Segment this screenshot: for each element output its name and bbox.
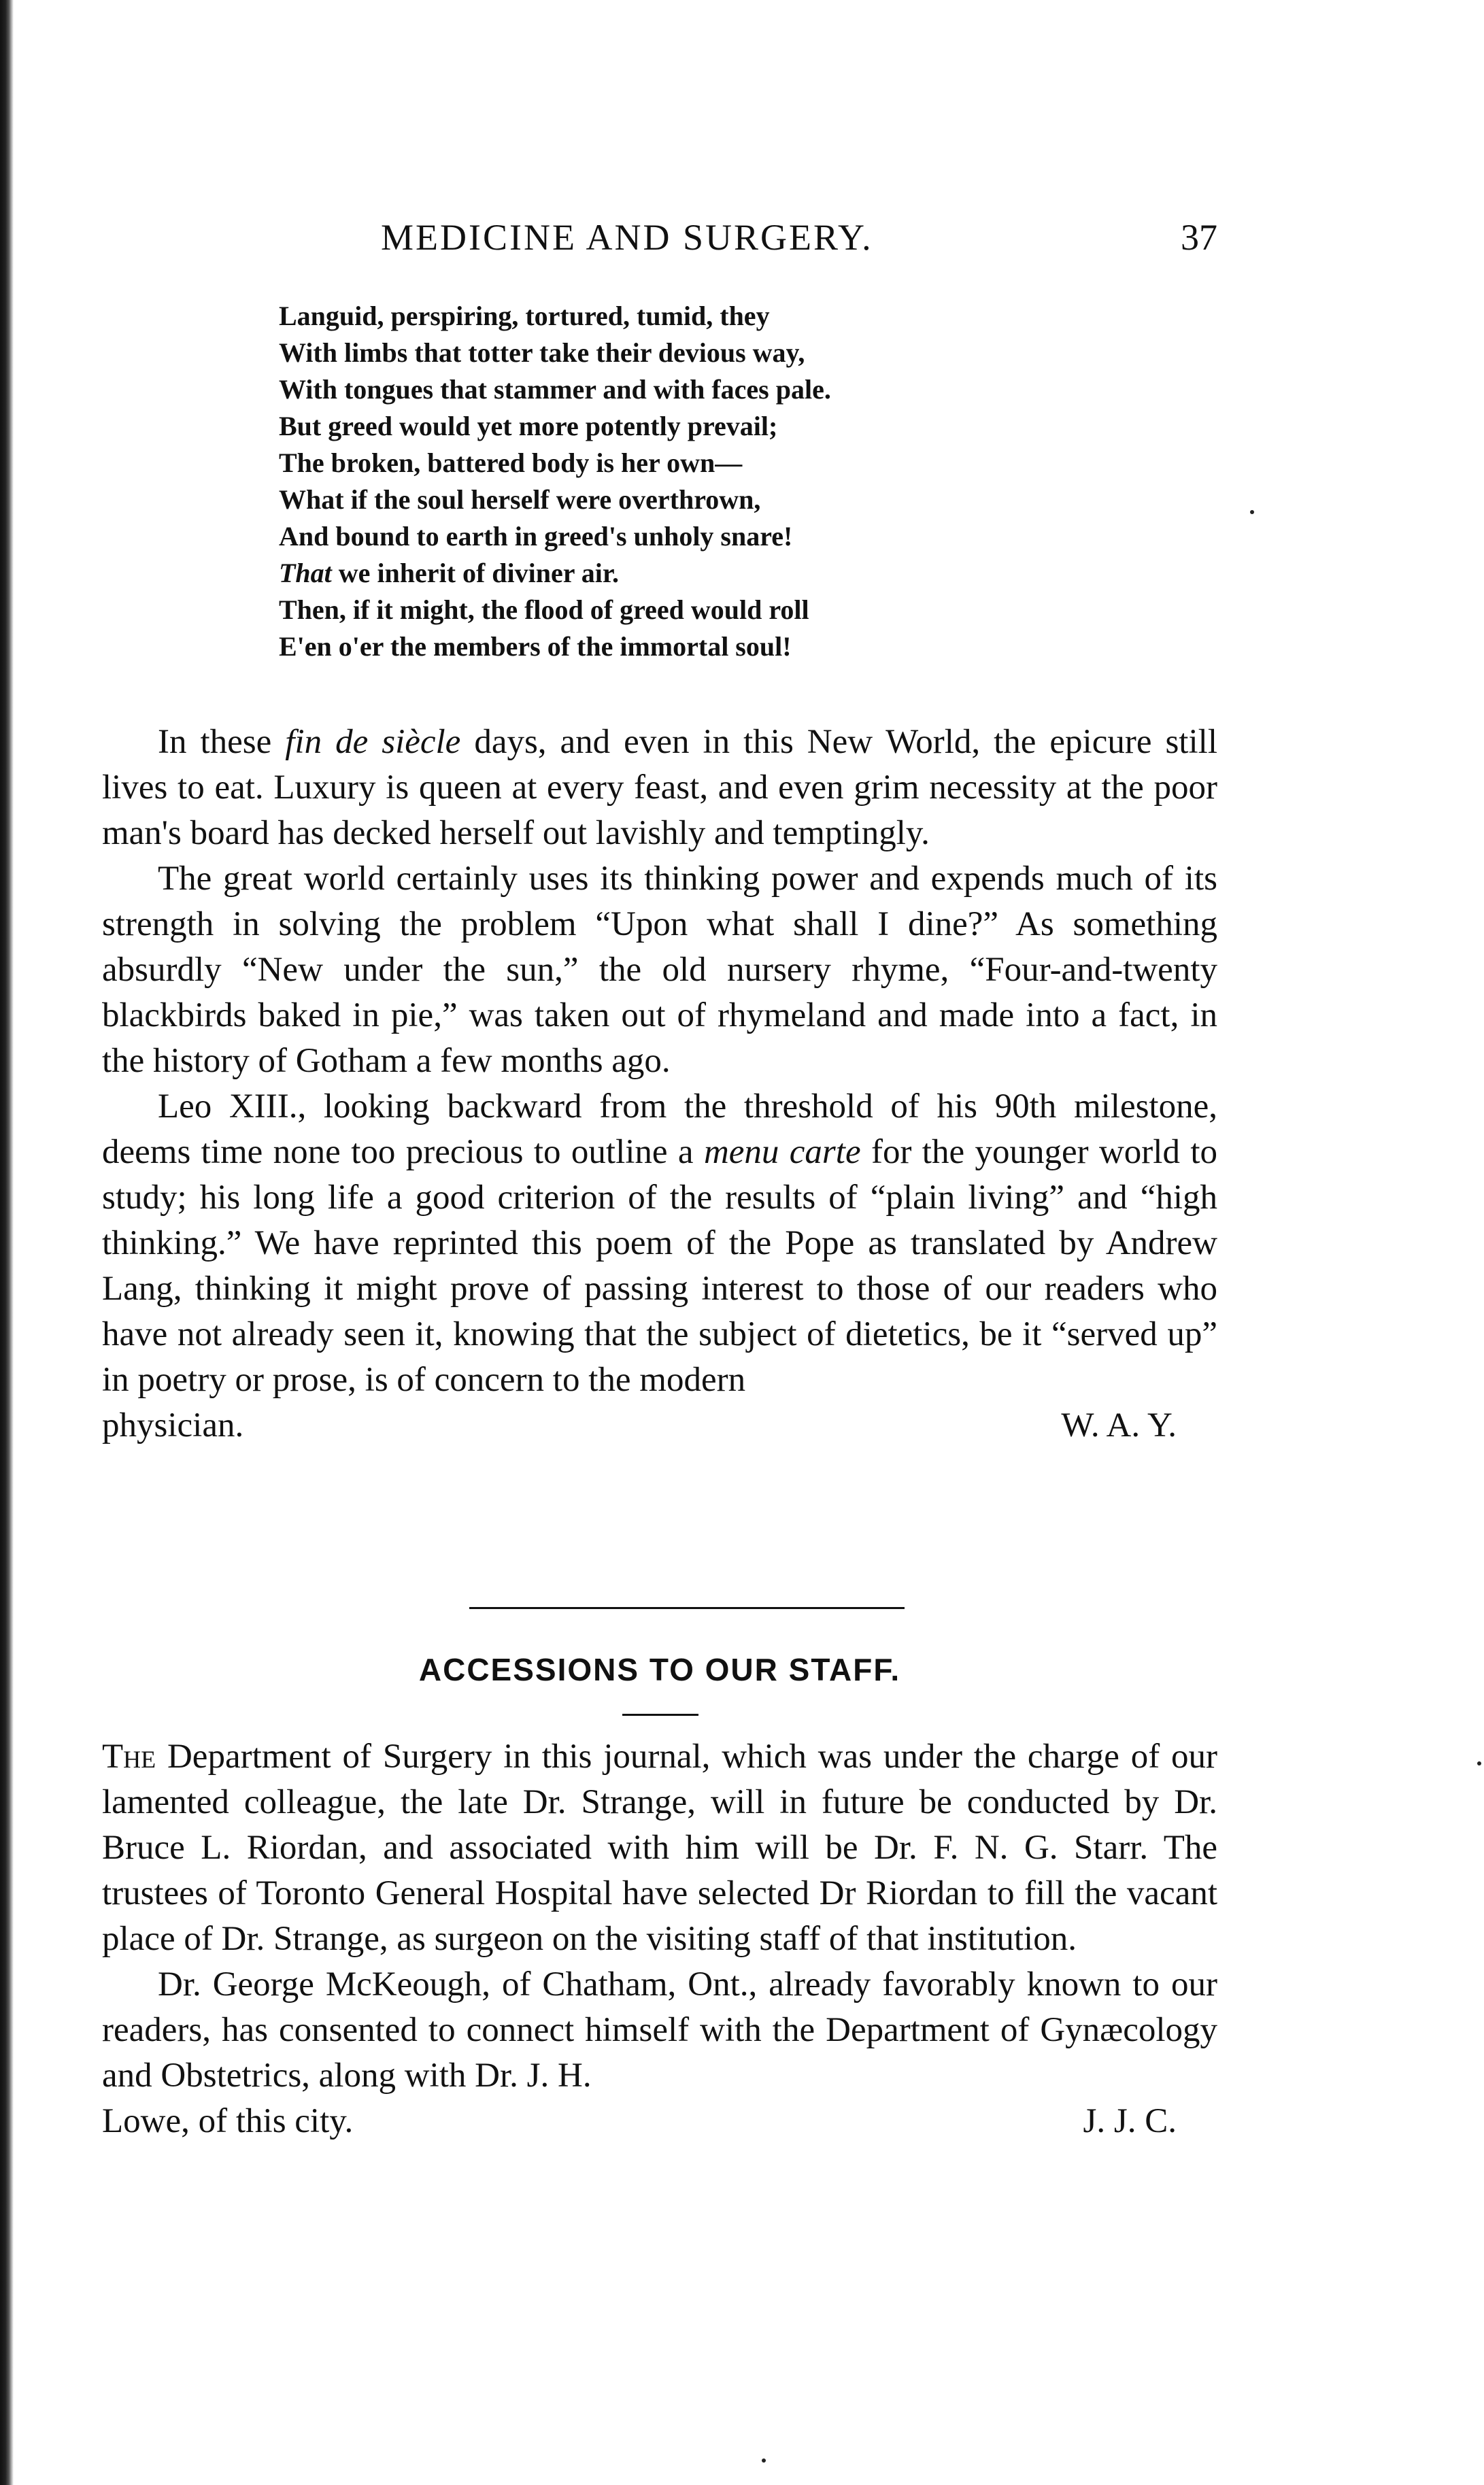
italic-phrase: fin de siècle (285, 723, 461, 761)
poem-line: With limbs that totter take their devious way, (279, 337, 805, 368)
page-header (102, 216, 1217, 271)
text-run: for the younger world to study; his long life a good criterion of the results of “plain living” and “high thinking.” We have reprinted this poem of the Pope as translated by Andrew Lang, thinking it might prove of passing interest to those of our readers who have not already seen it, knowing that the subject of dietetics, be it “served up” in poetry or prose, is of concern to the modern (102, 1133, 1218, 1399)
poem-line: What if the soul herself were overthrown, (279, 484, 761, 515)
poem-line-rest: we inherit of diviner air. (331, 558, 620, 588)
text-run: days, and even in this New World, the epicure still lives to eat. Luxury is queen at every feast, and even grim necessity at the poor man's board has decked herself out lavishly and temptingly. (102, 723, 1217, 852)
poem-block (279, 298, 1163, 665)
section-divider (469, 1607, 905, 1609)
running-title: MEDICINE AND SURGERY. (381, 217, 873, 258)
author-signature: J. J. C. (1083, 2102, 1177, 2140)
text-run: In these (158, 723, 286, 761)
poem-line: E'en o'er the members of the immortal soul! (279, 631, 792, 662)
paragraph-last-line: Lowe, of this city. (102, 2102, 354, 2140)
poem-line: With tongues that stammer and with faces pale. (279, 374, 831, 405)
text-run: Leo XIII., looking backward from the threshold of his 90th milestone, deems time none too precious to outline a (102, 1087, 1217, 1171)
heading-rule (622, 1714, 698, 1716)
italic-phrase: menu carte (703, 1133, 861, 1171)
print-speck (1477, 1761, 1481, 1765)
poem-line: The broken, battered body is her own— (279, 447, 743, 478)
smallcaps-lead: The (102, 1738, 156, 1776)
paragraph-last-word: physician. (102, 1406, 244, 1444)
text-run: Department of Surgery in this journal, which was under the charge of our lamented colleague, the late Dr. Strange, will in future be conducted by Dr. Bruce L. Riordan, and associated with him will be Dr. F. N. G. Starr. The trustees of Toronto General Hospital have selected Dr Riordan to fill the vacant place of Dr. Strange, as surgeon on the visiting staff of that institution. (102, 1738, 1217, 1958)
poem-line (279, 555, 1163, 592)
poem-line: But greed would yet more potently prevail; (279, 411, 778, 441)
page-binding-edge (0, 0, 14, 2485)
paragraph (102, 720, 1217, 856)
print-speck (1250, 510, 1254, 514)
article-commentary (102, 720, 1217, 1449)
poem-line: Then, if it might, the flood of greed would roll (279, 594, 809, 625)
print-speck (762, 2458, 766, 2463)
paragraph: The great world certainly uses its thinking power and expends much of its strength in solving the problem “Upon what shall I dine?” As something absurdly “New under the sun,” the old nursery rhyme, “Four-and-twenty blackbirds baked in pie,” was taken out of rhymeland and made into a fact, in the history of Gotham a few months ago. (102, 860, 1217, 1080)
signature-line (102, 2099, 1217, 2144)
author-signature: W. A. Y. (1061, 1406, 1177, 1444)
paragraph: Dr. George McKeough, of Chatham, Ont., already favorably known to our readers, has consented to connect himself with the Department of Gynæcology and Obstetrics, along with Dr. J. H. (102, 1965, 1217, 2095)
paragraph (102, 1084, 1217, 1403)
article-accessions (102, 1734, 1217, 2144)
signature-line (102, 1403, 1217, 1449)
paragraph (102, 1734, 1217, 1962)
poem-italic-word: That (279, 558, 332, 588)
section-heading: ACCESSIONS TO OUR STAFF. (418, 1652, 901, 1687)
poem-line: And bound to earth in greed's unholy snare! (279, 521, 793, 552)
poem-line: Languid, perspiring, tortured, tumid, they (279, 301, 770, 331)
page-number: 37 (1181, 217, 1217, 258)
